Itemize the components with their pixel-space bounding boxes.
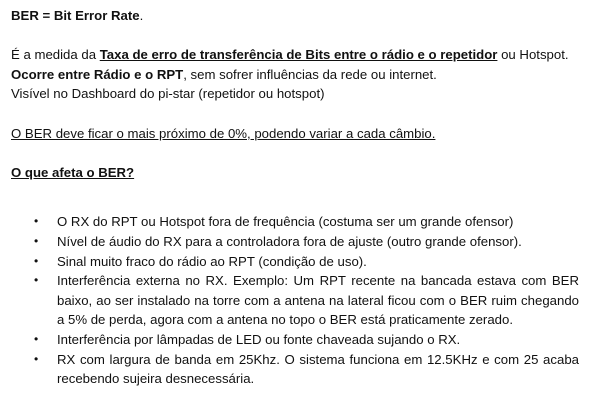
- list-item: [11, 350, 595, 389]
- section-heading: O que afeta o BER?: [11, 164, 135, 180]
- list-item: [11, 252, 595, 272]
- definition-intro: É a medida da: [11, 47, 100, 63]
- bullet-icon: •: [34, 273, 39, 288]
- list-item-text: Nível de áudio do RX para a controladora fora de ajuste (outro grande ofensor).: [57, 233, 522, 249]
- spacer: [11, 143, 595, 163]
- occurs-rest: , sem sofrer influências da rede ou internet.: [183, 66, 437, 82]
- list-item-text: RX com largura de banda em 25Khz. O sistema funciona em 12.5KHz e com 25 acaba recebendo sujeira desnecessária.: [57, 351, 579, 387]
- spacer: [11, 26, 595, 46]
- spacer: [11, 104, 595, 124]
- bullet-icon: •: [34, 331, 39, 346]
- document-title: [11, 6, 595, 26]
- definition-outro: ou Hotspot.: [497, 47, 569, 63]
- list-item: [11, 330, 595, 350]
- paragraph-definition: [11, 45, 595, 65]
- bullet-list: [11, 212, 595, 388]
- bullet-icon: •: [34, 253, 39, 268]
- document-body: [11, 6, 595, 389]
- paragraph-visible: Visível no Dashboard do pi-star (repetidor ou hotspot): [11, 86, 325, 102]
- list-item: [11, 232, 595, 252]
- list-item-text: Sinal muito fraco do rádio ao RPT (condição de uso).: [57, 253, 367, 269]
- list-item-text: Interferência externa no RX. Exemplo: Um RPT recente na bancada estava com BER baixo, ao ser instalado na torre com a antena na lateral ficou com o BER ruim chegando a 5% de perda, agora com a antena no topo o BER está praticamente zerado.: [57, 273, 579, 328]
- list-item-text: Interferência por lâmpadas de LED ou fonte chaveada sujando o RX.: [57, 331, 461, 347]
- list-item-text: O RX do RPT ou Hotspot fora de frequência (costuma ser um grande ofensor): [57, 214, 514, 230]
- bullet-icon: •: [34, 351, 39, 366]
- list-item: [11, 212, 595, 232]
- title-rest: = Bit Error Rate: [38, 8, 140, 23]
- definition-emphasis: Taxa de erro de transferência de Bits entre o rádio e o repetidor: [99, 47, 498, 63]
- list-item: [11, 271, 595, 330]
- paragraph-target: O BER deve ficar o mais próximo de 0%, podendo variar a cada câmbio.: [11, 125, 436, 141]
- title-dot: .: [139, 8, 144, 23]
- bullet-icon: •: [34, 233, 39, 248]
- bullet-icon: •: [34, 214, 39, 229]
- title-abbr: BER: [11, 8, 39, 23]
- occurs-emphasis: Ocorre entre Rádio e o RPT: [11, 66, 184, 82]
- paragraph-occurs: [11, 65, 595, 85]
- spacer: [11, 182, 595, 212]
